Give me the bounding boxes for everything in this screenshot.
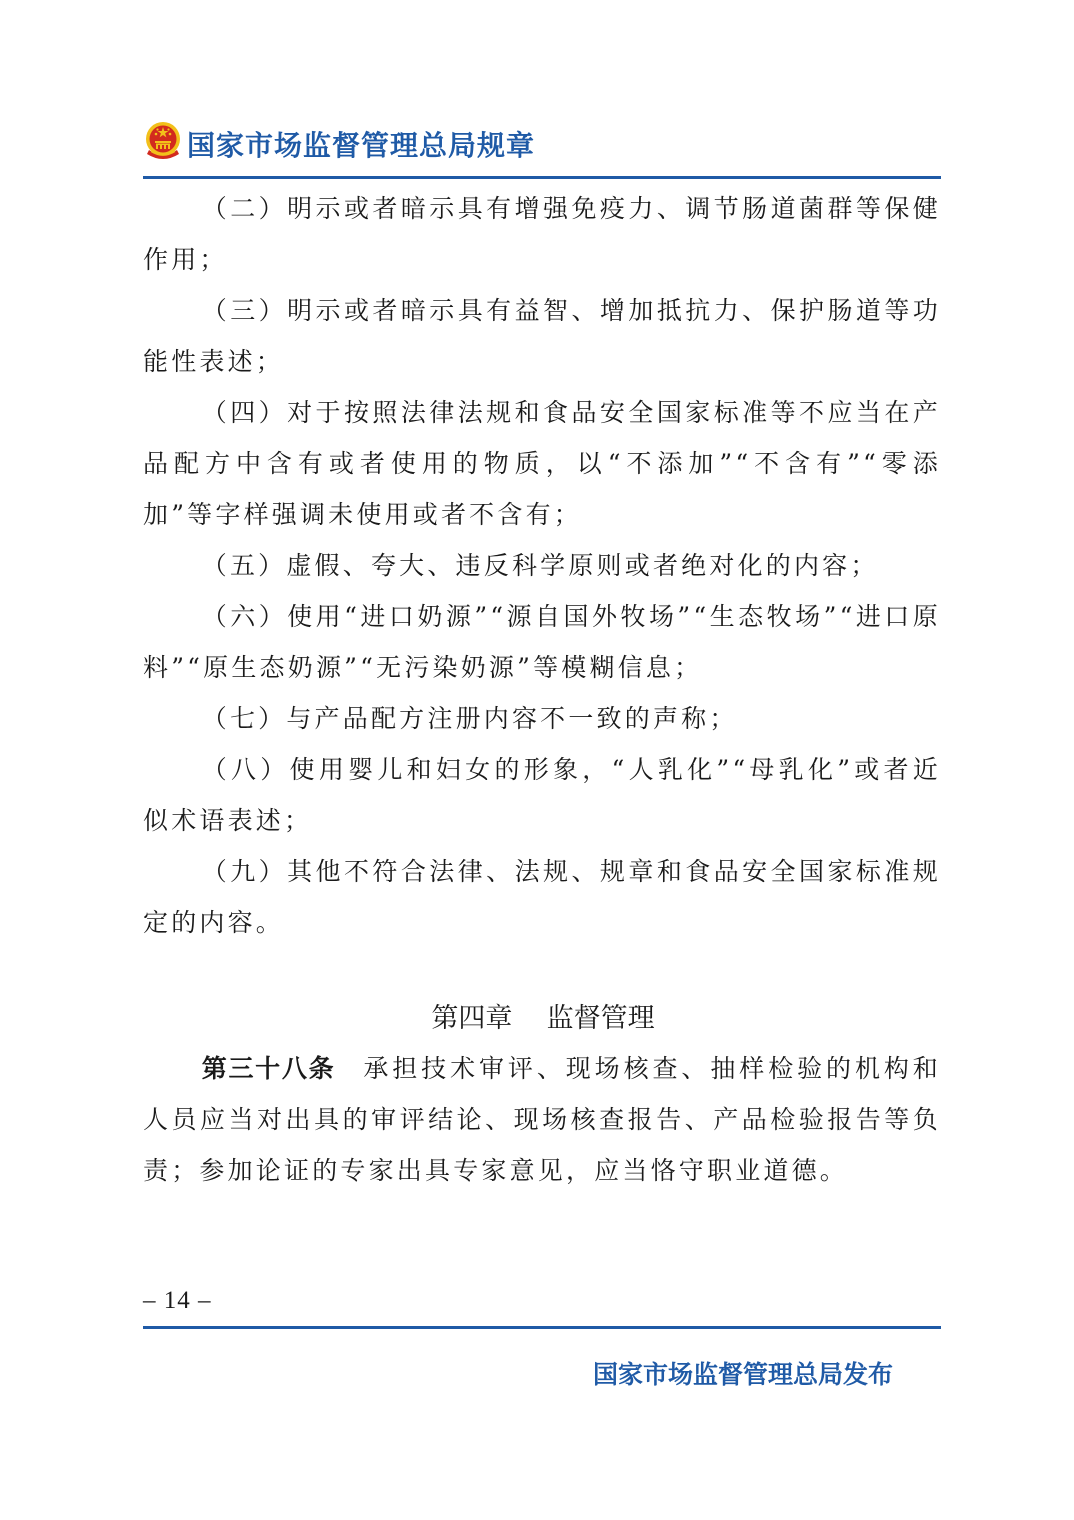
list-item: （三）明示或者暗示具有益智、增加抵抗力、保护肠道等功能性表述； bbox=[143, 296, 941, 376]
article-label: 第三十八条 bbox=[201, 1054, 336, 1083]
article-38 bbox=[143, 1043, 941, 1196]
regulation-body bbox=[143, 183, 941, 948]
page-header bbox=[143, 118, 941, 168]
list-item: （七）与产品配方注册内容不一致的声称； bbox=[201, 704, 738, 733]
page-number: – 14 – bbox=[143, 1287, 212, 1314]
header-title: 国家市场监督管理总局规章 bbox=[187, 129, 536, 162]
footer-publisher: 国家市场监督管理总局发布 bbox=[593, 1360, 894, 1389]
list-item: （九）其他不符合法律、法规、规章和食品安全国家标准规定的内容。 bbox=[143, 857, 941, 937]
national-emblem-icon bbox=[143, 120, 183, 162]
list-item: （四）对于按照法律法规和食品安全国家标准等不应当在产品配方中含有或者使用的物质，以“不添加”“不含有”“零添加”等字样强调未使用或者不含有； bbox=[143, 398, 941, 529]
list-item: （五）虚假、夸大、违反科学原则或者绝对化的内容； bbox=[201, 551, 879, 580]
header-divider bbox=[143, 176, 941, 179]
list-item: （六）使用“进口奶源”“源自国外牧场”“生态牧场”“进口原料”“原生态奶源”“无污染奶源”等模糊信息； bbox=[143, 602, 941, 682]
list-item: （二）明示或者暗示具有增强免疫力、调节肠道菌群等保健作用； bbox=[143, 194, 941, 274]
list-item: （八）使用婴儿和妇女的形象，“人乳化”“母乳化”或者近似术语表述； bbox=[143, 755, 941, 835]
article-text: 承担技术审评、现场核查、抽样检验的机构和人员应当对出具的审评结论、现场核查报告、产品检验报告等负责；参加论证的专家出具专家意见，应当恪守职业道德。 bbox=[143, 1054, 941, 1185]
chapter-title: 第四章 监督管理 bbox=[431, 1003, 655, 1034]
footer-divider bbox=[143, 1326, 941, 1329]
